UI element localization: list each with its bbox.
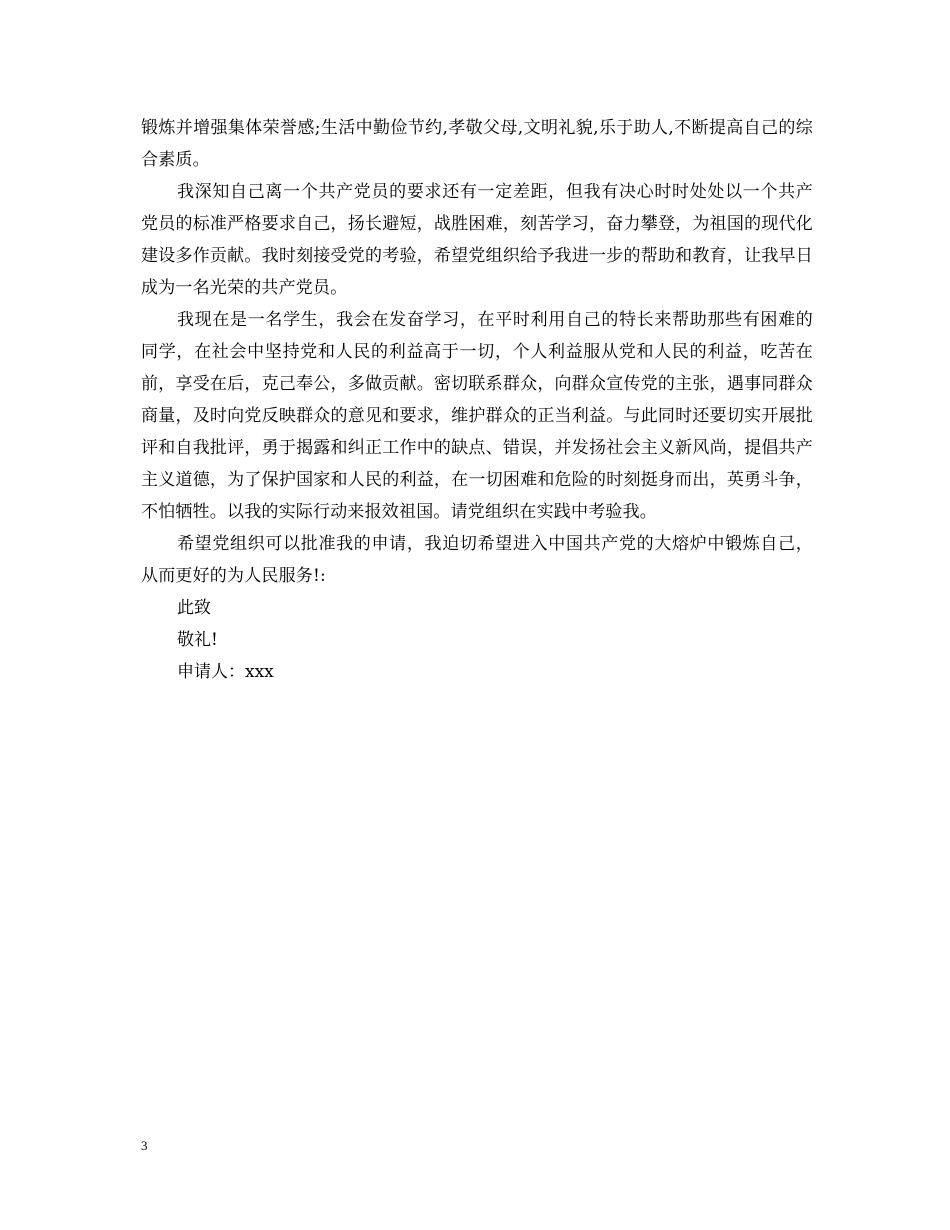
closing-salutation: 此致: [177, 598, 211, 618]
paragraph-request: 希望党组织可以批准我的申请，我迫切希望进入中国共产党的大熔炉中锻炼自己，从而更好的为人民服务!:: [141, 534, 813, 586]
paragraph-continuation: 锻炼并增强集体荣誉感;生活中勤俭节约,孝敬父母,文明礼貌,乐于助人,不断提高自己的综合素质。: [141, 118, 813, 170]
document-body: [141, 112, 813, 688]
applicant-signature: 申请人：xxx: [177, 662, 274, 682]
paragraph-student-pledge: 我现在是一名学生，我会在发奋学习，在平时利用自己的特长来帮助那些有困难的同学，在社会中坚持党和人民的利益高于一切，个人利益服从党和人民的利益，吃苦在前，享受在后，克己奉公，多做贡献。密切联系群众，向群众宣传党的主张，遇事同群众商量，及时向党反映群众的意见和要求，维护群众的正当利益。与此同时还要切实开展批评和自我批评，勇于揭露和纠正工作中的缺点、错误，并发扬社会主义新风尚，提倡共产主义道德，为了保护国家和人民的利益，在一切困难和危险的时刻挺身而出，英勇斗争，不怕牺牲。以我的实际行动来报效祖国。请党组织在实践中考验我。: [141, 310, 813, 522]
closing-regards: 敬礼!: [177, 630, 218, 650]
paragraph-commitment: 我深知自己离一个共产党员的要求还有一定差距，但我有决心时时处处以一个共产党员的标准严格要求自己，扬长避短，战胜困难，刻苦学习，奋力攀登，为祖国的现代化建设多作贡献。我时刻接受党的考验，希望党组织给予我进一步的帮助和教育，让我早日成为一名光荣的共产党员。: [141, 182, 813, 298]
page-number: 3: [141, 1138, 148, 1153]
